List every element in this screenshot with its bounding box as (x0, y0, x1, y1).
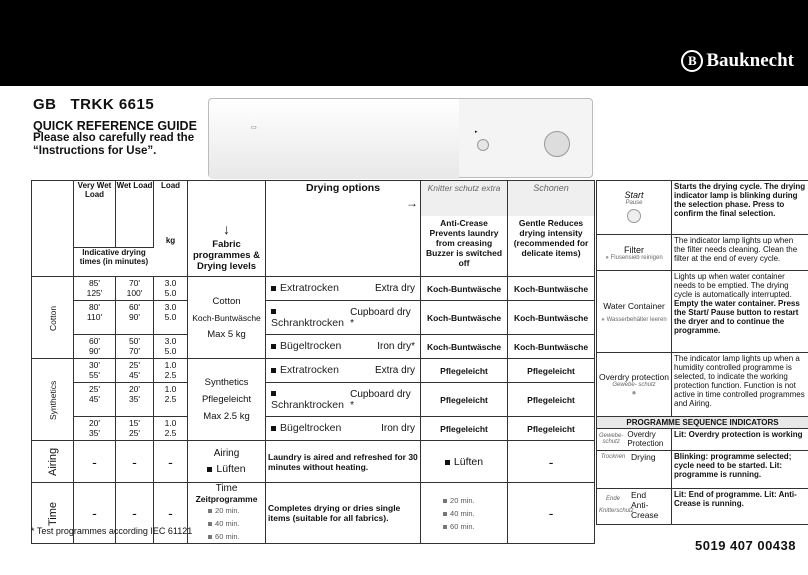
very-wet-header: Very Wet Load (74, 181, 116, 247)
airing-knitter: Lüften (421, 441, 508, 483)
cotton-row2-wet: 60' 90' (116, 301, 154, 335)
cotton-row2-verywet: 80' 110' (74, 301, 116, 335)
option-square-icon (271, 344, 276, 349)
option-square-icon (208, 535, 212, 539)
cotton-row1-load: 3.0 5.0 (154, 277, 188, 301)
cotton-extra-schonen: Koch-Buntwäsche (508, 277, 595, 301)
dryer-start-button-icon (477, 139, 489, 151)
synth-row3-verywet: 20' 35' (74, 417, 116, 441)
dryer-knob-icon (544, 131, 570, 157)
wet-header: Wet Load (116, 181, 154, 247)
section-synthetics: Synthetics (32, 359, 74, 441)
brand-ring-icon: B (681, 50, 703, 72)
lamp-icon: ● (605, 254, 609, 261)
section-time: Time (32, 483, 74, 544)
synth-cupboard-knitter: Pflegeleicht (421, 383, 508, 417)
seq-drying-desc: Blinking: programme selected; cycle need to be started. Lit: programme is running. (672, 451, 808, 489)
airing-desc: Laundry is aired and refreshed for 30 minutes without heating. (266, 441, 421, 483)
synth-row1-verywet: 30' 55' (74, 359, 116, 383)
subtitle-line1: Please also carefully read the (33, 132, 195, 144)
airing-fabric: Airing Lüften (188, 441, 266, 483)
option-square-icon (443, 512, 447, 516)
guide-title: QUICK REFERENCE GUIDE (33, 119, 197, 133)
arrow-down-icon: ↓ (223, 221, 231, 237)
option-square-icon (443, 499, 447, 503)
start-cell: Start Pause (597, 181, 672, 235)
synth-iron-schonen: Pflegeleicht (508, 417, 595, 441)
synth-row1-load: 1.0 2.5 (154, 359, 188, 383)
cotton-row3-verywet: 60' 90' (74, 335, 116, 359)
option-square-icon (271, 309, 276, 314)
overdry-desc: The indicator lamp lights up when a humidity controlled programme is selected, to indicate the working protection function. Function is not active in time controlled programmes and Airing. (672, 353, 808, 417)
cotton-row3-load: 3.0 5.0 (154, 335, 188, 359)
option-square-icon (271, 368, 276, 373)
synth-row2-verywet: 25' 45' (74, 383, 116, 417)
load-label: Load (160, 181, 181, 190)
option-square-icon (271, 286, 276, 291)
gentle-desc: Gentle Reduces drying intensity (recommended for delicate items) (513, 218, 589, 258)
kg-label: kg (165, 236, 176, 245)
section-cotton: Cotton (32, 277, 74, 359)
dryer-start-label: ▸ (475, 129, 478, 135)
fabric-header (188, 181, 266, 277)
option-square-icon (445, 460, 450, 465)
cotton-option-extra: Extratrocken Extra dry (266, 277, 421, 301)
water-cell: Water Container ● Wasserbehälter leeren (597, 271, 672, 353)
filter-desc: The indicator lamp lights up when the filter needs cleaning. Clean the filter at the end of every cycle. (672, 235, 808, 271)
indicator-table (596, 180, 808, 525)
cotton-cupboard-schonen: Koch-Buntwäsche (508, 301, 595, 335)
time-fabric: Time Zeitprogramme 20 min. 40 min. 60 min. (188, 483, 266, 544)
time-schonen: - (508, 483, 595, 544)
drying-options-label: Drying options (305, 182, 381, 194)
lamp-icon: ● (631, 388, 637, 397)
option-square-icon (271, 391, 276, 396)
cotton-row1-verywet: 85' 125' (74, 277, 116, 301)
synth-extra-schonen: Pflegeleicht (508, 359, 595, 383)
time-wet: - (116, 483, 154, 544)
blank-header (32, 181, 74, 277)
arrow-right-icon: → (406, 196, 419, 210)
synth-extra-knitter: Pflegeleicht (421, 359, 508, 383)
cotton-option-cupboard: Schranktrocken Cupboard dry * (266, 301, 421, 335)
synth-option-extra: Extratrocken Extra dry (266, 359, 421, 383)
cotton-fabric: Cotton Koch-Buntwäsche Max 5 kg (188, 277, 266, 359)
dryer-logo-mark: ▭ (251, 125, 257, 131)
subtitle-line2: “Instructions for Use”. (33, 145, 157, 157)
footnote: * Test programmes according IEC 61121 (31, 526, 193, 536)
seq-drying-cell: Trocknen Drying (597, 451, 672, 489)
cotton-iron-schonen: Koch-Buntwäsche (508, 335, 595, 359)
cotton-option-iron: Bügeltrocken Iron dry* (266, 335, 421, 359)
seq-overdry-cell: Gewebe- schutz Overdry Protection (597, 429, 672, 451)
top-bar (0, 0, 808, 86)
synth-row1-wet: 25' 45' (116, 359, 154, 383)
synth-fabric: Synthetics Pflegeleicht Max 2.5 kg (188, 359, 266, 441)
synth-row3-load: 1.0 2.5 (154, 417, 188, 441)
dryer-illustration (208, 98, 593, 178)
load-header (154, 181, 187, 247)
model-title: GB TRKK 6615 (33, 96, 155, 113)
sequence-header: PROGRAMME SEQUENCE INDICATORS (597, 417, 808, 429)
start-button-icon (627, 209, 641, 223)
indicative-header: Indicative drying times (in minutes) (74, 247, 154, 266)
document-code: 5019 407 00438 (695, 538, 796, 553)
synth-row2-wet: 20' 35' (116, 383, 154, 417)
cotton-extra-knitter: Koch-Buntwäsche (421, 277, 508, 301)
airing-verywet: - (74, 441, 116, 483)
overdry-cell: Overdry protection Gewebe- schutz ● (597, 353, 672, 417)
time-load: - (154, 483, 188, 544)
cotton-row1-wet: 70' 100' (116, 277, 154, 301)
synth-iron-knitter: Pflegeleicht (421, 417, 508, 441)
synth-option-iron: Bügeltrocken Iron dry (266, 417, 421, 441)
seq-end-desc: Lit: End of programme. Lit: Anti-Crease is running. (672, 489, 808, 525)
water-desc: Lights up when water container needs to be emptied. The drying cycle is automatically interrupted. Empty the water container. Press the Start/ Pause button to restart the dryer and to continue the programme. (672, 271, 808, 353)
option-square-icon (443, 525, 447, 529)
filter-cell: Filter ● Flusensieb reinigen (597, 235, 672, 271)
airing-load: - (154, 441, 188, 483)
knitter-label: Knitter schutz extra (421, 181, 507, 216)
lamp-icon: ● (601, 316, 605, 323)
dryer-door (209, 99, 459, 179)
drying-options-header (266, 181, 421, 277)
fabric-label: Fabric programmes & Drying levels (193, 239, 261, 272)
time-verywet: - (74, 483, 116, 544)
cotton-iron-knitter: Koch-Buntwäsche (421, 335, 508, 359)
time-knitter: 20 min. 40 min. 60 min. (421, 483, 508, 544)
section-airing: Airing (32, 441, 74, 483)
seq-overdry-desc: Lit: Overdry protection is working (672, 429, 808, 451)
airing-schonen: - (508, 441, 595, 483)
option-square-icon (208, 522, 212, 526)
option-square-icon (271, 426, 276, 431)
synth-option-cupboard: Schranktrocken Cupboard dry * (266, 383, 421, 417)
schonen-header (508, 181, 595, 277)
programme-table (31, 180, 595, 544)
guide-subtitle (33, 132, 194, 158)
brand-name: Bauknecht (706, 50, 794, 71)
synth-row3-wet: 15' 25' (116, 417, 154, 441)
cotton-cupboard-knitter: Koch-Buntwäsche (421, 301, 508, 335)
schonen-label: Schonen (508, 181, 594, 216)
cotton-row2-load: 3.0 5.0 (154, 301, 188, 335)
anticrease-desc: Anti-Crease Prevents laundry from creasing Buzzer is switched off (426, 218, 503, 268)
airing-wet: - (116, 441, 154, 483)
option-square-icon (208, 509, 212, 513)
synth-row2-load: 1.0 2.5 (154, 383, 188, 417)
time-header (74, 181, 188, 277)
brand-logo (681, 50, 794, 72)
seq-end-cell: Ende Knitterschutz End Anti- Crease (597, 489, 672, 525)
option-square-icon (207, 467, 212, 472)
cotton-row3-wet: 50' 70' (116, 335, 154, 359)
time-desc: Completes drying or dries single items (suitable for all fabrics). (266, 483, 421, 544)
synth-cupboard-schonen: Pflegeleicht (508, 383, 595, 417)
start-desc: Starts the drying cycle. The drying indicator lamp is blinking during the selection phase. Press to confirm the final selection. (672, 181, 808, 235)
knitter-header (421, 181, 508, 277)
